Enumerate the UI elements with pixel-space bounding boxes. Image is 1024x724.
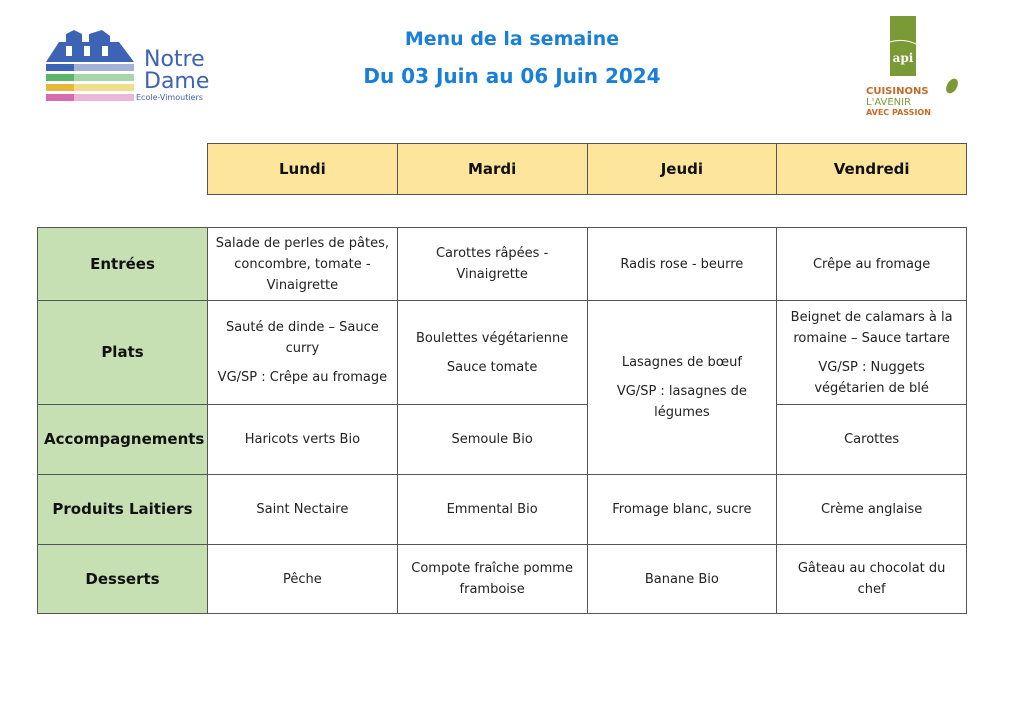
menu-title: Menu de la semaine [404, 28, 620, 50]
menu-item: Banane Bio [644, 571, 719, 587]
menu-cell [208, 475, 398, 545]
menu-item: VG/SP : Nuggets végétarien de blé [814, 359, 929, 396]
row-header: Produits Laitiers [38, 475, 208, 545]
svg-text:AVEC PASSION: AVEC PASSION [866, 108, 931, 117]
menu-item: Salade de perles de pâtes, concombre, tomate - Vinaigrette [215, 235, 390, 293]
menu-cell [587, 545, 777, 614]
menu-item: Gâteau au chocolat du chef [797, 561, 946, 597]
menu-item: Compote fraîche pomme framboise [411, 561, 573, 597]
menu-cell [397, 405, 587, 475]
menu-date-range: Du 03 Juin au 06 Juin 2024 [363, 64, 661, 88]
row-header: Entrées [38, 228, 208, 301]
menu-table [37, 227, 967, 614]
menu-cell [208, 545, 398, 614]
menu-cell [208, 405, 398, 475]
table-row [38, 301, 967, 405]
svg-text:CUISINONS: CUISINONS [866, 86, 929, 97]
day-header: Vendredi [777, 144, 967, 195]
menu-cell [397, 301, 587, 405]
menu-item: Saint Nectaire [256, 502, 349, 517]
menu-cell [397, 228, 587, 301]
menu-item: Pêche [282, 571, 322, 587]
menu-cell [777, 228, 967, 301]
menu-item: Sauce tomate [446, 359, 538, 375]
menu-item: Emmental Bio [446, 502, 538, 517]
menu-item: VG/SP : Crêpe au fromage [217, 370, 388, 385]
menu-item: Semoule Bio [451, 432, 533, 447]
menu-item: Carottes [844, 432, 900, 447]
svg-text:Notre: Notre [144, 47, 205, 72]
menu-cell [587, 475, 777, 545]
day-header: Jeudi [587, 144, 777, 195]
menu-item: Fromage blanc, sucre [612, 502, 752, 517]
menu-cell [777, 301, 967, 405]
menu-cell [397, 475, 587, 545]
table-row [38, 545, 967, 614]
svg-text:Ecole-Vimoutiers: Ecole-Vimoutiers [136, 93, 203, 102]
menu-cell [777, 405, 967, 475]
day-header: Mardi [397, 144, 587, 195]
menu-item: Carottes râpées - Vinaigrette [435, 246, 549, 282]
menu-item: Radis rose - beurre [620, 256, 744, 272]
menu-cell [777, 475, 967, 545]
table-row [38, 475, 967, 545]
svg-text:L'AVENIR: L'AVENIR [866, 97, 912, 108]
menu-item: VG/SP : lasagnes de légumes [616, 384, 747, 420]
menu-cell [397, 545, 587, 614]
table-row [38, 228, 967, 301]
svg-text:Dame: Dame [144, 69, 210, 94]
row-header: Desserts [38, 545, 208, 614]
svg-text:api: api [892, 51, 914, 65]
menu-item: Sauté de dinde – Sauce curry [225, 320, 379, 356]
menu-cell [587, 301, 777, 475]
row-header: Plats [38, 301, 208, 405]
menu-item: Haricots verts Bio [244, 432, 361, 447]
menu-cell [208, 301, 398, 405]
menu-item: Crêpe au fromage [812, 256, 931, 272]
menu-cell [587, 228, 777, 301]
day-header: Lundi [208, 144, 398, 195]
days-header [207, 143, 967, 195]
menu-item: Crème anglaise [820, 502, 923, 517]
table-row [38, 405, 967, 475]
row-header: Accompagnements [38, 405, 208, 475]
menu-cell [777, 545, 967, 614]
menu-cell [208, 228, 398, 301]
menu-item: Beignet de calamars à la romaine – Sauce tartare [790, 309, 953, 346]
menu-item: Boulettes végétarienne [415, 330, 569, 346]
menu-item: Lasagnes de bœuf [621, 355, 742, 370]
